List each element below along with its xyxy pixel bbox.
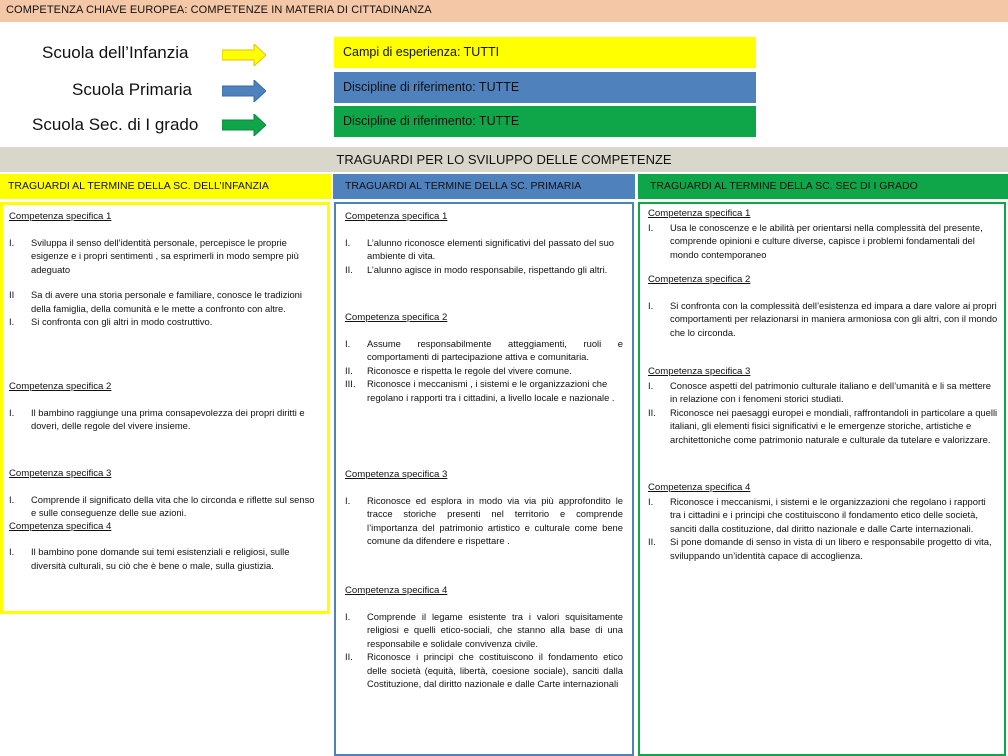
section-secondaria-4 (648, 481, 998, 562)
item-number: I. (345, 610, 351, 622)
item-text: Riconosce i principi che costituiscono il fondamento etico delle società (equità, libertà, coesione sociale), sanciti dalla Costituzione, dal diritto nazionale e dalle Carte internazionali (367, 651, 623, 689)
section-infanzia-3 (9, 467, 321, 572)
scope-infanzia: Campi di esperienza: TUTTI (334, 37, 756, 68)
section-primaria-4 (345, 584, 623, 691)
item-text: Riconosce i meccanismi, i sistemi e le organizzazioni che regolano i rapporti tra i cittadini e i principi che costituiscono il fondamento etico delle società, sanciti dalla costituzione, dal diritto nazionale e dalle Carte internazionali. (670, 495, 986, 534)
list-item (648, 495, 998, 536)
section-band (0, 147, 1008, 172)
item-number: I. (345, 236, 351, 248)
item-text: L’alunno riconosce elementi significativi del passato del suo ambiente di vita. (367, 236, 615, 261)
item-text: Sa di avere una storia personale e familiare, conosce le tradizioni della famiglia, della comunità e le mette a confronto con altre. (31, 289, 302, 314)
item-number: I. (648, 495, 654, 507)
section-infanzia-2 (9, 380, 321, 433)
level-secondaria: Scuola Sec. di I grado (32, 115, 199, 134)
section-primaria-1 (345, 210, 623, 276)
section-primaria-2 (345, 311, 623, 404)
list-item (345, 610, 623, 651)
item-number: II. (648, 406, 656, 418)
section-title: Competenza specifica 4 (345, 585, 448, 596)
section-title: Competenza specifica 3 (9, 468, 112, 479)
list-item (345, 650, 623, 691)
section-secondaria-1 (648, 207, 998, 339)
item-text: Riconosce nei paesaggi europei e mondiali, raffrontandoli in particolare a quelli italiani, gli elementi fisici significativi e le emergenze storiche, artistiche e architettoniche come patrimonio naturale e culturale da tutelare e valorizzare. (670, 406, 998, 445)
item-number: II. (345, 263, 353, 275)
list-item (9, 545, 321, 572)
column-header-primaria: TRAGUARDI AL TERMINE DELLA SC. PRIMARIA (333, 174, 635, 199)
item-text: Si confronta con gli altri in modo costruttivo. (31, 316, 213, 327)
section-band-title: TRAGUARDI PER LO SVILUPPO DELLE COMPETENZE (336, 152, 672, 167)
section-primaria-3 (345, 468, 623, 548)
section-title: Competenza specifica 3 (648, 366, 751, 377)
section-infanzia-1 (9, 210, 321, 329)
item-text: Si confronta con la complessità dell’esistenza ed impara a dare valore ai propri comportamenti per relazionarsi in maniera armoniosa con gli altri, con il mondo che lo circonda. (670, 299, 998, 338)
item-number: II. (345, 651, 353, 662)
scope-secondaria: Discipline di riferimento: TUTTE (334, 106, 756, 137)
item-text: Comprende il legame esistente tra i valori squisitamente religiosi e quelli etico-sociali, che stanno alla base di una responsabile e solidale convivenza civile. (367, 610, 623, 649)
item-text: Il bambino pone domande sui temi esistenziali e religiosi, sulle diversità culturali, su ciò che è bene o male, sulla giustizia. (31, 546, 290, 571)
item-number: I. (9, 546, 15, 557)
item-text: Usa le conoscenze e le abilità per orientarsi nella complessità del presente, comprende opinioni e culture diverse, capisce i problemi fondamentali del mondo contemporaneo (670, 221, 983, 260)
item-number: I. (345, 494, 351, 506)
list-item (9, 315, 321, 329)
item-text: Sviluppa il senso dell’identità personale, percepisce le proprie esigenze e i propri sentimenti , sa esprimerli in modo sempre più adeguato (31, 236, 299, 275)
item-text: Conosce aspetti del patrimonio culturale italiano e dell’umanità e li sa mettere in relazione con i fenomeni storici studiati. (670, 379, 992, 404)
item-number: I. (648, 379, 654, 391)
list-item (9, 236, 321, 277)
section-title: Competenza specifica 2 (648, 274, 751, 285)
list-item (345, 377, 623, 404)
column-header-infanzia: TRAGUARDI AL TERMINE DELLA SC. DELL’INFANZIA (0, 174, 331, 199)
item-number: II. (648, 536, 656, 547)
list-item (9, 288, 321, 315)
arrow-right-icon-blue (222, 80, 266, 102)
item-number: I. (345, 337, 351, 349)
list-item (9, 493, 321, 520)
item-number: I. (9, 406, 15, 418)
item-text: Riconosce i meccanismi , i sistemi e le organizzazioni che regolano i rapporti tra i cittadini, a livello locale e nazionale . (367, 378, 615, 403)
item-text: Comprende il significato della vita che lo circonda e riflette sul senso e sulle conseguenze delle sue azioni. (31, 493, 315, 518)
item-text: Il bambino raggiunge una prima consapevolezza dei propri diritti e doveri, delle regole del vivere insieme. (31, 406, 305, 431)
list-item (345, 236, 623, 263)
section-title: Competenza specifica 1 (648, 208, 751, 219)
section-title: Competenza specifica 3 (345, 469, 448, 480)
arrow-right-icon-yellow (222, 44, 266, 66)
section-title: Competenza specifica 4 (648, 482, 751, 493)
section-title: Competenza specifica 2 (345, 312, 448, 323)
list-item (648, 379, 998, 406)
list-item (648, 221, 998, 262)
level-primaria: Scuola Primaria (72, 80, 192, 99)
list-item (648, 406, 998, 447)
section-title: Competenza specifica 1 (345, 211, 448, 222)
section-title: Competenza specifica 1 (9, 211, 112, 222)
list-item (345, 263, 623, 277)
page-title: COMPETENZA CHIAVE EUROPEA: COMPETENZE IN MATERIA DI CITTADINANZA (6, 4, 432, 16)
section-secondaria-3 (648, 365, 998, 446)
section-title: Competenza specifica 4 (9, 520, 112, 532)
item-text: Riconosce ed esplora in modo via via più approfondito le tracce storiche presenti nel territorio e comprende l’importanza del patrimonio artistico e culturale come bene comune da difendere e rispettare . (367, 494, 623, 546)
item-number: I. (9, 236, 15, 248)
item-number: I. (9, 493, 15, 505)
item-number: I. (9, 316, 15, 327)
list-item (648, 299, 998, 340)
item-number: I. (648, 299, 654, 311)
item-number: I. (648, 221, 654, 233)
item-text: L’alunno agisce in modo responsabile, rispettando gli altri. (367, 263, 608, 275)
header-bar (0, 0, 1008, 22)
item-text: Riconosce e rispetta le regole del vivere comune. (367, 364, 572, 376)
list-item (648, 535, 998, 562)
list-item (345, 337, 623, 364)
level-infanzia: Scuola dell’Infanzia (42, 43, 189, 62)
list-item (345, 494, 623, 548)
scope-primaria: Discipline di riferimento: TUTTE (334, 72, 756, 103)
item-number: III. (345, 378, 356, 389)
item-text: Si pone domande di senso in vista di un libero e responsabile progetto di vita, sviluppando un’identità capace di accoglienza. (670, 536, 992, 561)
item-text: Assume responsabilmente atteggiamenti, ruoli e comportamenti di partecipazione attiva e comunitaria. (367, 337, 623, 362)
list-item (345, 364, 623, 378)
item-number: II. (345, 364, 353, 376)
list-item (9, 406, 321, 433)
column-header-secondaria: TRAGUARDI AL TERMINE DELLA SC. SEC DI I GRADO (638, 174, 1008, 199)
item-number: II (9, 289, 15, 300)
section-title: Competenza specifica 2 (9, 381, 112, 392)
arrow-right-icon-green (222, 114, 266, 136)
